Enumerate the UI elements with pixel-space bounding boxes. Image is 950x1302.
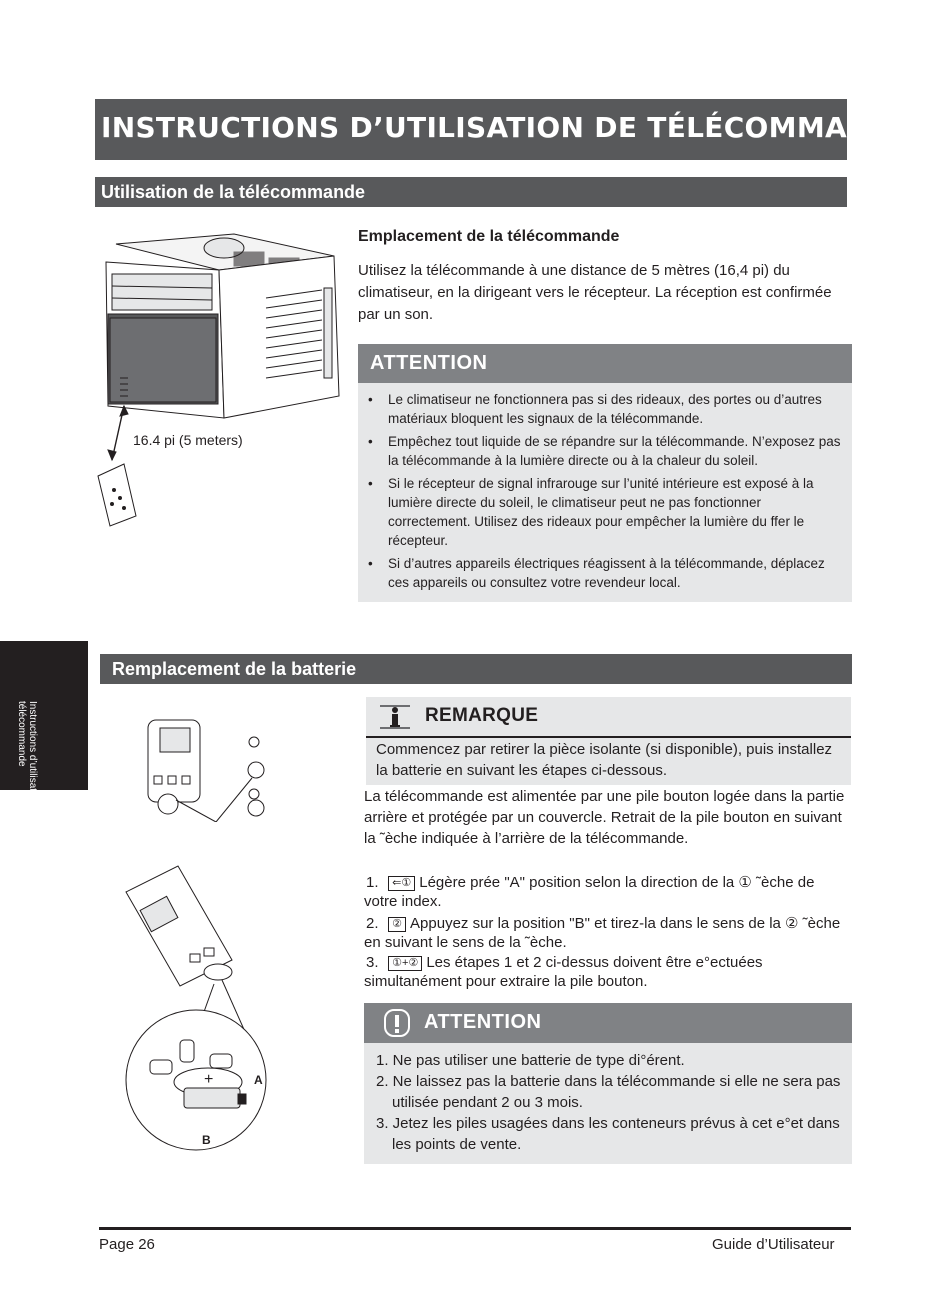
list-item: 3. Jetez les piles usagées dans les conteneurs prévus à cet e°et dans les points de vente. (376, 1115, 840, 1153)
list-item: 1. Ne pas utiliser une batterie de type di°érent. (376, 1052, 685, 1069)
step-text: Légère prée "A" position selon la direction de la ① ˜èche de votre index. (364, 874, 815, 910)
warning-icon (382, 1008, 412, 1038)
attention-title: ATTENTION (370, 352, 488, 374)
side-tab-label: Instructions d’utilisation de la télécommande (16, 701, 38, 829)
guide-name: Guide d’Utilisateur (712, 1236, 835, 1253)
page-title-banner (95, 99, 914, 160)
list-item: 2. Ne laissez pas la batterie dans la télécommande si elle ne sera pas utilisée pendant 2 ou 3 mois. (376, 1073, 841, 1111)
remark-divider (366, 736, 851, 738)
page-number: Page 26 (99, 1236, 155, 1253)
remote-back-illustration (118, 712, 278, 822)
location-paragraph: Utilisez la télécommande à une distance de 5 mètres (16,4 pi) du climatiseur, en la dirigeant vers le récepteur. La réception est confirmée par un son. (358, 262, 832, 323)
distance-label: 16.4 pi (5 meters) (133, 432, 243, 448)
info-icon (378, 701, 412, 733)
battery-removal-illustration (118, 862, 278, 1154)
step-number: 2. (366, 915, 379, 932)
step-text: Les étapes 1 et 2 ci-dessus doivent être e°ectuées simultanément pour extraire la pile bouton. (364, 954, 763, 990)
one-plus-two-icon: ①+② (388, 956, 422, 971)
list-item: • Si le récepteur de signal infrarouge sur l’unité intérieure est exposé à la lumière directe du soleil, le climatiseur peut ne pas fonctionner correctement. Utilisez des rideaux pour empêcher la lumière du ffer le récepteur. (366, 474, 842, 550)
attention-header (358, 344, 852, 383)
footer-divider (99, 1227, 851, 1230)
step-item (364, 953, 849, 991)
label-b: B (202, 1133, 211, 1147)
remark-title: REMARQUE (425, 705, 539, 726)
location-subheading: Emplacement de la télécommande (358, 228, 620, 245)
attention-header (364, 1003, 852, 1043)
attention-list (376, 1050, 846, 1155)
section-heading-usage: Utilisation de la télécommande (95, 177, 847, 207)
page-title: INSTRUCTIONS D’UTILISATION DE TÉLÉCOMMANDE (101, 111, 914, 144)
arrow-one-icon: ⇐① (388, 876, 415, 891)
list-item: • Si d’autres appareils électriques réagissent à la télécommande, déplacez ces appareils ou consultez votre revendeur local. (366, 554, 842, 592)
list-item: • Empêchez tout liquide de se répandre sur la télécommande. N’exposez pas la télécommande à la lumière directe ou à la chaleur du soleil. (366, 432, 842, 470)
air-conditioner-remote-illustration (94, 228, 356, 528)
battery-paragraph: La télécommande est alimentée par une pile bouton logée dans la partie arrière et protégée par un couvercle. Retrait de la pile bouton en suivant la ˜èche indiquée à l’arrière de la télécommande. (364, 788, 845, 847)
attention-list (366, 390, 842, 596)
arrow-two-icon: ② (388, 917, 406, 932)
label-a: A (254, 1073, 263, 1087)
step-item (364, 914, 849, 952)
step-text: Appuyez sur la position "B" et tirez-la dans le sens de la ② ˜èche en suivant le sens de la ˜èche. (364, 915, 841, 951)
section-heading-battery: Remplacement de la batterie (100, 654, 852, 684)
step-number: 3. (366, 954, 379, 971)
attention-title: ATTENTION (424, 1011, 542, 1033)
step-number: 1. (366, 874, 379, 891)
remark-text: Commencez par retirer la pièce isolante (si disponible), puis installez la batterie en suivant les étapes ci-dessous. (376, 741, 833, 779)
list-item: • Le climatiseur ne fonctionnera pas si des rideaux, des portes ou d’autres matériaux bloquent les signaux de la télécommande. (366, 390, 842, 428)
step-item (364, 873, 849, 911)
plus-symbol: + (204, 1071, 214, 1088)
side-tab (0, 641, 88, 829)
